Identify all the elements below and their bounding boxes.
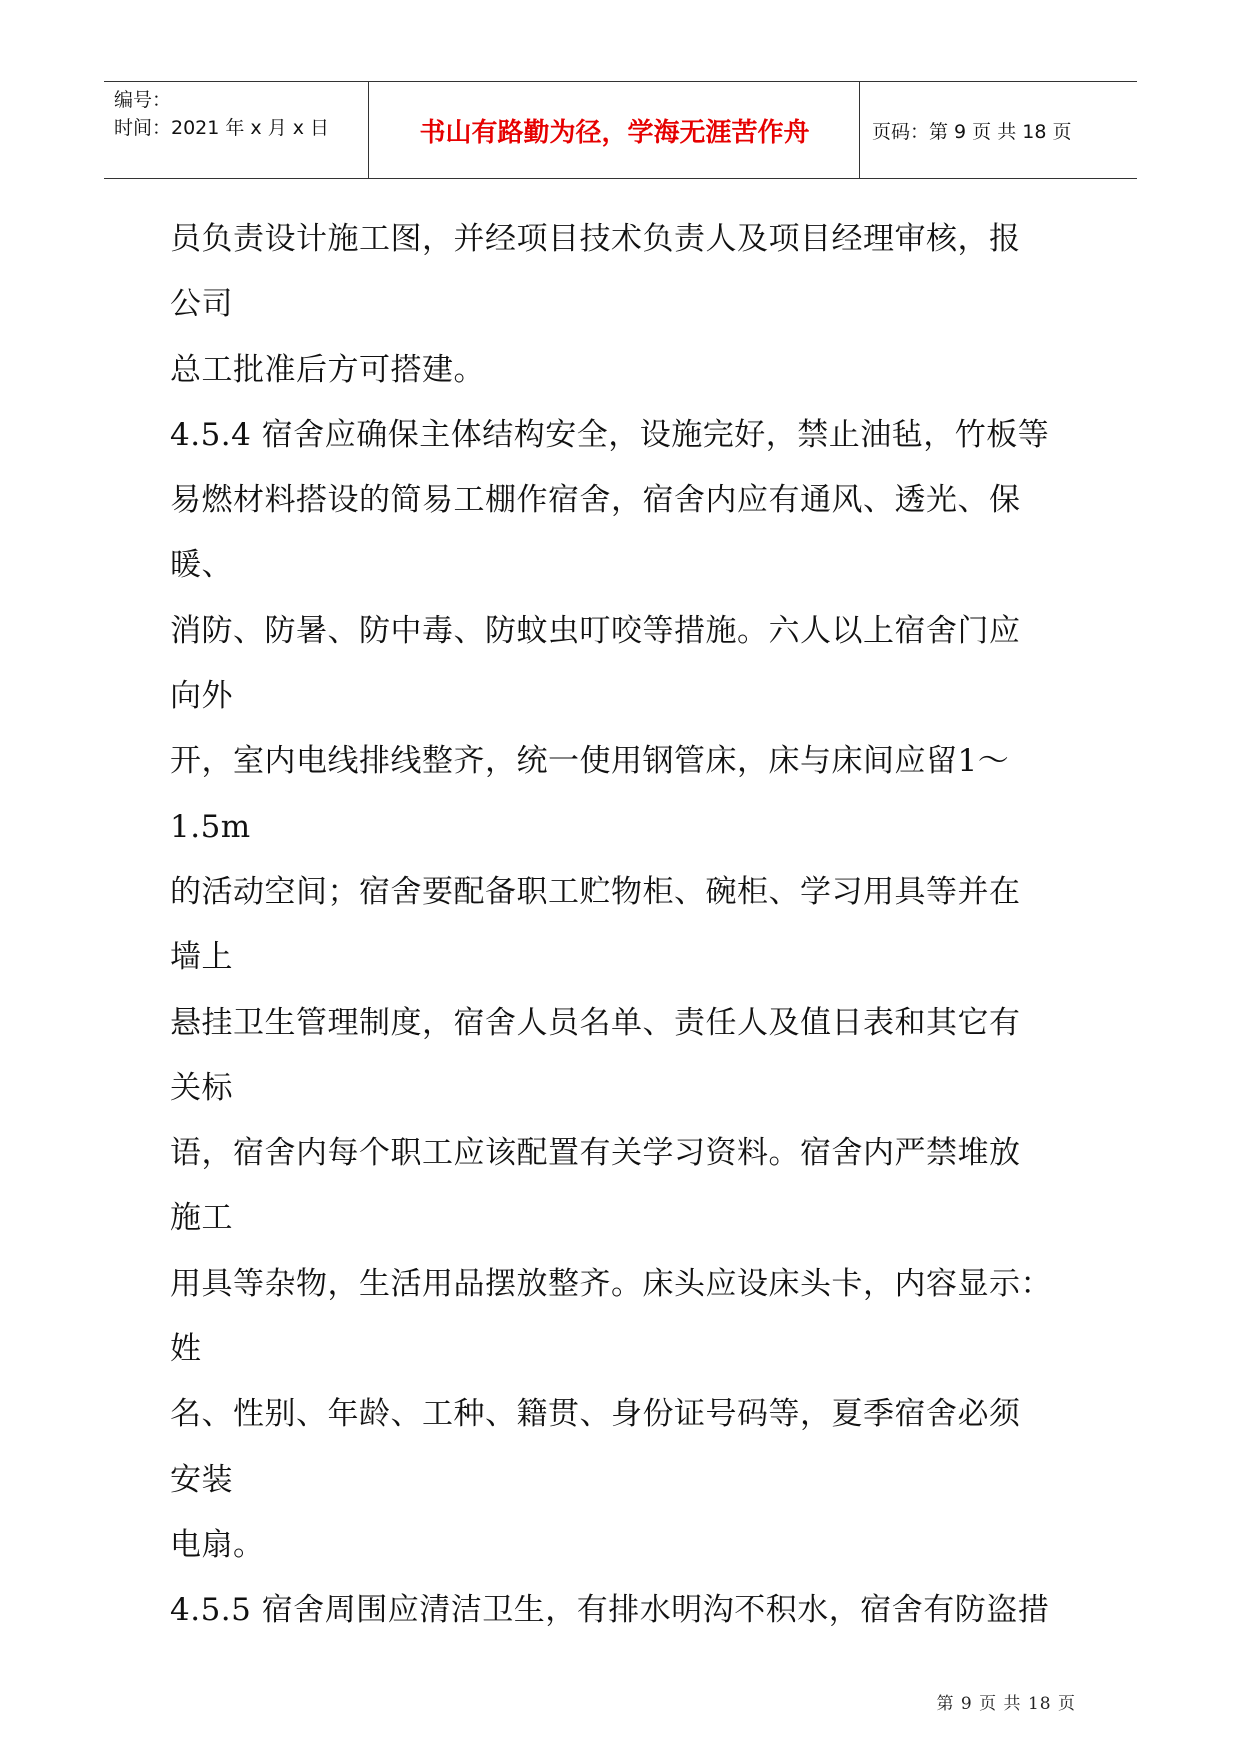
text-line: 的活动空间；宿舍要配备职工贮物柜、碗柜、学习用具等并在 bbox=[170, 873, 1021, 910]
text-line: 总工批准后方可搭建。 bbox=[170, 351, 485, 388]
text-line: 姓 bbox=[170, 1331, 202, 1368]
text-line: 员负责设计施工图，并经项目技术负责人及项目经理审核，报 bbox=[170, 221, 1021, 257]
text-line: 易燃材料搭设的简易工棚作宿舍，宿舍内应有通风、透光、保 bbox=[170, 482, 1021, 519]
text-line: 悬挂卫生管理制度，宿舍人员名单、责任人及值日表和其它有 bbox=[170, 1004, 1021, 1041]
text-line: 4.5.5 宿舍周围应清洁卫生，有排水明沟不积水，宿舍有防盗措 bbox=[170, 1592, 1050, 1629]
text-line: 施工 bbox=[170, 1200, 233, 1237]
document-body bbox=[170, 207, 1090, 1644]
header-motto: 书山有路勤为径，学海无涯苦作舟 bbox=[419, 117, 810, 148]
text-line: 电扇。 bbox=[170, 1526, 265, 1563]
text-line: 用具等杂物，生活用品摆放整齐。床头应设床头卡，内容显示： bbox=[170, 1265, 1052, 1302]
document-date-label: 时间：2021 年 x 月 x 日 bbox=[114, 117, 330, 139]
header-meta bbox=[114, 86, 364, 142]
text-line: 名、性别、年龄、工种、籍贯、身份证号码等，夏季宿舍必须 bbox=[170, 1396, 1021, 1433]
text-line: 向外 bbox=[170, 678, 233, 715]
text-line: 4.5.4 宿舍应确保主体结构安全，设施完好，禁止油毡，竹板等 bbox=[170, 416, 1050, 453]
text-line: 语，宿舍内每个职工应该配置有关学习资料。宿舍内严禁堆放 bbox=[170, 1135, 1021, 1172]
text-line: 暖、 bbox=[170, 547, 233, 584]
text-line: 开，室内电线排线整齐，统一使用钢管床，床与床间应留1～ bbox=[170, 743, 1010, 780]
text-line: 1.5m bbox=[170, 808, 251, 845]
text-line: 关标 bbox=[170, 1069, 233, 1106]
text-line: 公司 bbox=[170, 286, 233, 323]
header-divider bbox=[368, 82, 369, 178]
page-header bbox=[104, 81, 1137, 179]
page-footer: 第 9 页 共 18 页 bbox=[936, 1694, 1076, 1714]
document-number-label: 编号： bbox=[114, 89, 172, 111]
text-line: 墙上 bbox=[170, 939, 233, 976]
header-divider bbox=[859, 82, 860, 178]
text-line: 安装 bbox=[170, 1461, 233, 1498]
text-line: 消防、防暑、防中毒、防蚊虫叮咬等措施。六人以上宿舍门应 bbox=[170, 612, 1021, 649]
header-page-number: 页码：第 9 页 共 18 页 bbox=[872, 120, 1072, 143]
